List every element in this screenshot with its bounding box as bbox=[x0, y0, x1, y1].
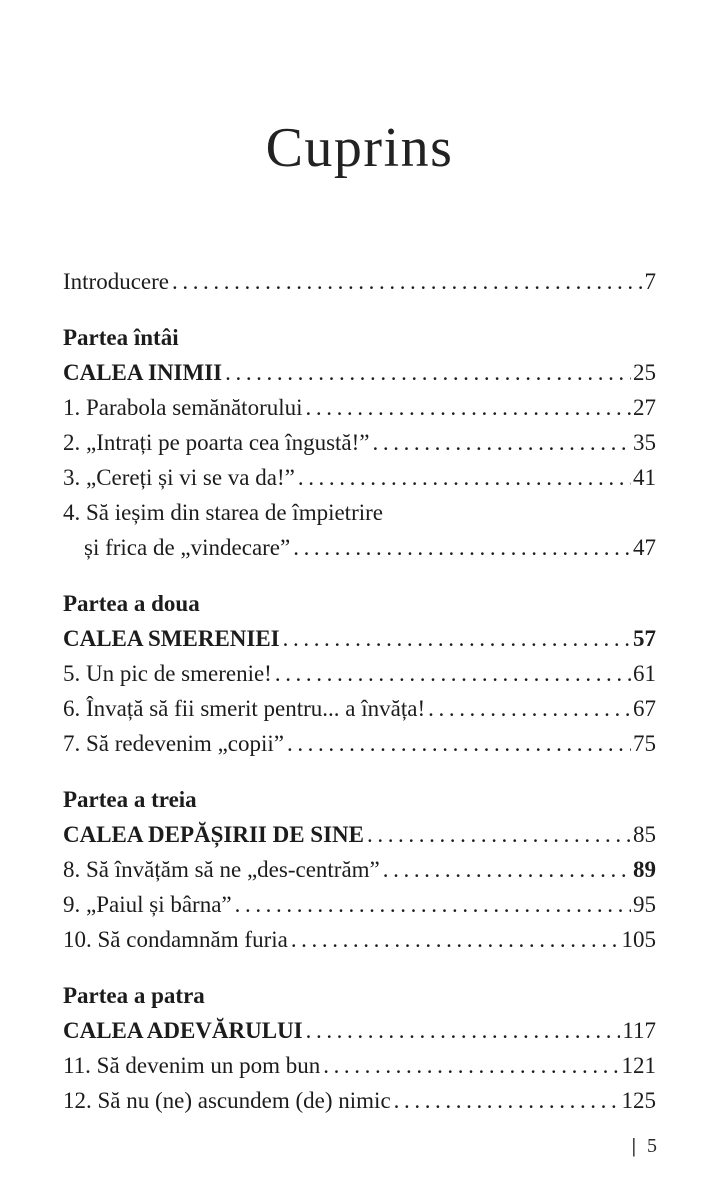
toc-entry-label: 9. „Paiul și bârna” bbox=[63, 892, 232, 917]
toc-page-number: 117 bbox=[622, 1018, 656, 1043]
dot-leader bbox=[380, 852, 631, 887]
toc-page-number: 125 bbox=[621, 1088, 656, 1113]
toc-heading-label: CALEA SMERENIEI bbox=[63, 626, 280, 651]
toc-entry-label: 2. „Intrați pe poarta cea îngustă!” bbox=[63, 430, 370, 455]
toc-entry-label: 12. Să nu (ne) ascundem (de) nimic bbox=[63, 1088, 391, 1113]
toc-section-heading bbox=[63, 1013, 656, 1048]
dot-leader bbox=[295, 460, 631, 495]
toc-entry bbox=[63, 1048, 656, 1083]
toc-part-label-text: Partea a doua bbox=[63, 591, 200, 616]
toc-entry bbox=[63, 887, 656, 922]
toc-page-number: 105 bbox=[621, 927, 656, 952]
toc-entry-label: 5. Un pic de smerenie! bbox=[63, 661, 272, 686]
dot-leader bbox=[370, 425, 631, 460]
toc-entry-label: 6. Învață să fii smerit pentru... a învăța! bbox=[63, 696, 426, 721]
footer-separator: | bbox=[631, 1135, 636, 1157]
toc-section-heading bbox=[63, 355, 656, 390]
toc-entry bbox=[63, 1083, 656, 1118]
toc-entry bbox=[63, 922, 656, 957]
toc-entry-continuation bbox=[63, 530, 656, 565]
toc-entry-label: 4. Să ieșim din starea de împietrire bbox=[63, 500, 383, 525]
dot-leader bbox=[303, 1013, 621, 1048]
dot-leader bbox=[364, 817, 631, 852]
page-footer bbox=[632, 1135, 657, 1158]
toc-entry bbox=[63, 691, 656, 726]
toc-page-number: 95 bbox=[633, 892, 656, 917]
toc-part-label bbox=[63, 978, 656, 1013]
toc-page-number: 75 bbox=[633, 731, 656, 756]
toc-entry bbox=[63, 726, 656, 761]
toc-part-label-text: Partea a patra bbox=[63, 983, 205, 1008]
toc-entry-label: 11. Să devenim un pom bun bbox=[63, 1053, 321, 1078]
table-of-contents bbox=[63, 264, 656, 1118]
toc-page-number: 47 bbox=[633, 535, 656, 560]
toc-page-number: 85 bbox=[633, 822, 656, 847]
dot-leader bbox=[303, 390, 631, 425]
dot-leader bbox=[272, 656, 631, 691]
dot-leader bbox=[284, 726, 631, 761]
toc-entry-label: Introducere bbox=[63, 269, 169, 294]
toc-page-number: 67 bbox=[633, 696, 656, 721]
toc-entry-first-line bbox=[63, 495, 656, 530]
toc-entry bbox=[63, 425, 656, 460]
toc-page-number: 41 bbox=[633, 465, 656, 490]
toc-part-label-text: Partea a treia bbox=[63, 787, 197, 812]
toc-entry-label: 1. Parabola semănătorului bbox=[63, 395, 303, 420]
toc-page-number: 7 bbox=[644, 269, 656, 294]
toc-page-number: 25 bbox=[633, 360, 656, 385]
toc-entry bbox=[63, 264, 656, 299]
toc-entry bbox=[63, 460, 656, 495]
toc-entry-label: 8. Să învățăm să ne „des-centrăm” bbox=[63, 857, 380, 882]
folio-page-number: 5 bbox=[647, 1135, 657, 1157]
toc-entry bbox=[63, 852, 656, 887]
toc-entry-label: 7. Să redevenim „copii” bbox=[63, 731, 284, 756]
dot-leader bbox=[391, 1083, 620, 1118]
toc-heading-label: CALEA DEPĂȘIRII DE SINE bbox=[63, 822, 364, 847]
toc-page-number: 61 bbox=[633, 661, 656, 686]
dot-leader bbox=[280, 621, 631, 656]
toc-part-label bbox=[63, 586, 656, 621]
toc-heading-label: CALEA ADEVĂRULUI bbox=[63, 1018, 303, 1043]
toc-page-number: 89 bbox=[633, 857, 656, 882]
toc-section-heading bbox=[63, 817, 656, 852]
toc-entry-label: 3. „Cereți și vi se va da!” bbox=[63, 465, 295, 490]
toc-page-number: 121 bbox=[621, 1053, 656, 1078]
toc-entry-label: 10. Să condamnăm furia bbox=[63, 927, 288, 952]
dot-leader bbox=[290, 530, 631, 565]
toc-heading-label: CALEA INIMII bbox=[63, 360, 223, 385]
toc-entry bbox=[63, 656, 656, 691]
toc-entry-label: și frica de „vindecare” bbox=[84, 535, 291, 560]
dot-leader bbox=[222, 355, 631, 390]
dot-leader bbox=[232, 887, 631, 922]
toc-part-label-text: Partea întâi bbox=[63, 325, 179, 350]
toc-page-number: 35 bbox=[633, 430, 656, 455]
page-title: Cuprins bbox=[265, 117, 454, 179]
toc-page-number: 27 bbox=[633, 395, 656, 420]
dot-leader bbox=[425, 691, 631, 726]
dot-leader bbox=[169, 264, 643, 299]
dot-leader bbox=[320, 1048, 619, 1083]
toc-part-label bbox=[63, 320, 656, 355]
toc-section-heading bbox=[63, 621, 656, 656]
toc-page-number: 57 bbox=[633, 626, 656, 651]
toc-entry bbox=[63, 390, 656, 425]
dot-leader bbox=[288, 922, 620, 957]
toc-part-label bbox=[63, 782, 656, 817]
